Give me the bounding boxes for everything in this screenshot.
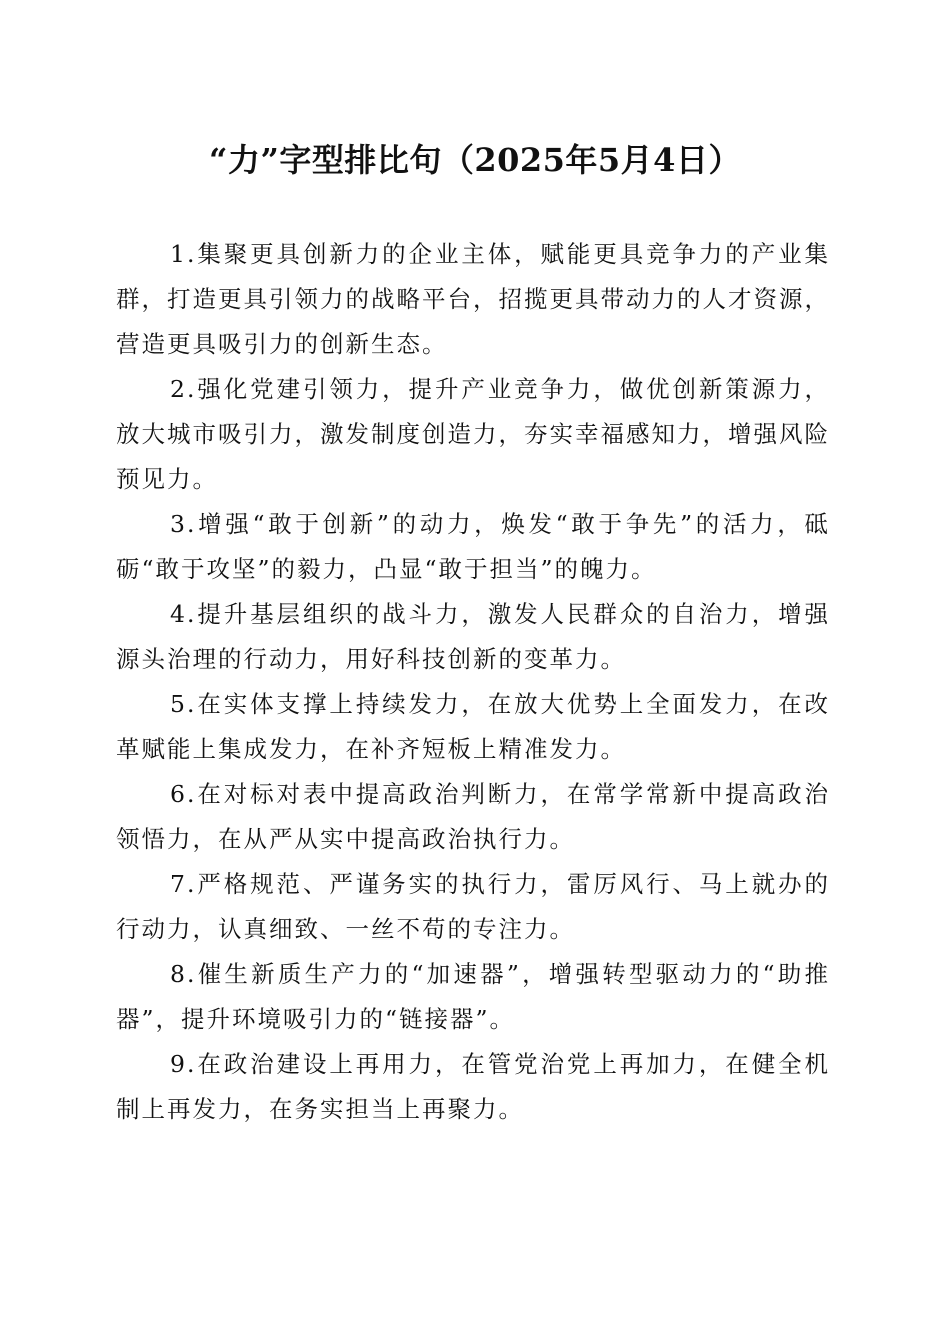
document-title: “力”字型排比句（2025年5月4日） (209, 141, 741, 179)
paragraph-1: 1.集聚更具创新力的企业主体，赋能更具竞争力的产业集群，打造更具引领力的战略平台，招揽更具带动力的人才资源，营造更具吸引力的创新生态。 (116, 240, 830, 358)
paragraph-4: 4.提升基层组织的战斗力，激发人民群众的自治力，增强源头治理的行动力，用好科技创新的变革力。 (116, 600, 830, 673)
paragraph-2: 2.强化党建引领力，提升产业竞争力，做优创新策源力，放大城市吸引力，激发制度创造力，夯实幸福感知力，增强风险预见力。 (116, 375, 830, 493)
paragraph-8: 8.催生新质生产力的“加速器”，增强转型驱动力的“助推器”，提升环境吸引力的“链接器”。 (116, 960, 830, 1033)
paragraph-6: 6.在对标对表中提高政治判断力，在常学常新中提高政治领悟力，在从严从实中提高政治执行力。 (116, 780, 830, 853)
paragraph-9: 9.在政治建设上再用力，在管党治党上再加力，在健全机制上再发力，在务实担当上再聚力。 (116, 1050, 830, 1123)
paragraph-7: 7.严格规范、严谨务实的执行力，雷厉风行、马上就办的行动力，认真细致、一丝不苟的专注力。 (116, 870, 830, 943)
paragraph-3: 3.增强“敢于创新”的动力，焕发“敢于争先”的活力，砥砺“敢于攻坚”的毅力，凸显“敢于担当”的魄力。 (116, 510, 830, 583)
paragraph-5: 5.在实体支撑上持续发力，在放大优势上全面发力，在改革赋能上集成发力，在补齐短板上精准发力。 (116, 690, 830, 763)
document-body (116, 232, 830, 1132)
